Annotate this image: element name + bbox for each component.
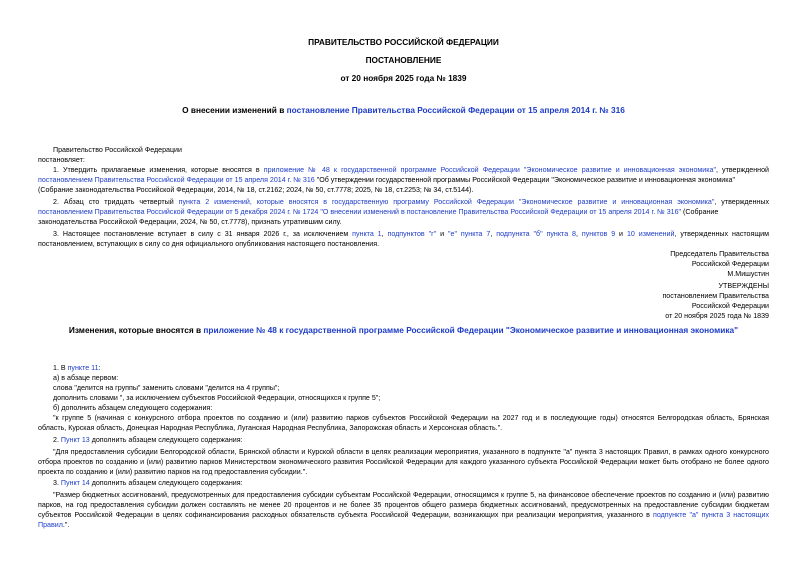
paragraph-1-line-2 — [38, 176, 735, 186]
approved-label: УТВЕРЖДЕНЫ — [718, 282, 769, 290]
separator: и — [436, 230, 448, 238]
change-1a-1: слова "делится на группы" заменить словами "делится на 4 группы"; — [53, 384, 280, 392]
separator: , — [381, 230, 388, 238]
subitem-e-item-7-link[interactable]: "е" пункта 7 — [448, 230, 491, 238]
subitem-b-item-8-link[interactable]: подпункта "б" пункта 8 — [496, 230, 577, 238]
document-date-number: от 20 ноября 2025 года № 1839 — [340, 73, 467, 83]
signature-position: Председатель Правительства — [670, 250, 769, 258]
item-9-link[interactable]: пунктов 9 — [581, 230, 616, 238]
appendix-48-link[interactable]: приложение № 48 к государственной программе Российской Федерации "Экономическое развитие и инновационная экономика" — [263, 166, 716, 174]
change-1-heading — [53, 364, 101, 374]
change-3-heading — [53, 479, 243, 489]
change-1-suffix: : — [98, 364, 101, 372]
changes-title-prefix: Изменения, которые вносятся в — [68, 325, 204, 335]
item-14-link[interactable]: Пункт 14 — [60, 479, 90, 487]
change-1-quote: "к группе 5 (начиная с конкурсного отбора проектов по созданию и (или) развитию парков субъектов Российской Федерации на 2027 год и в последующие годы) относятся Белгородская область, Брянская — [53, 414, 769, 422]
change-2-quote-2: отбора проектов по созданию и (или) развитию парков Министерством экономического развития Российской Федерации для каждого указанного субъекта Российской Федерации может быть отобрано не более одного — [38, 458, 769, 466]
change-2-prefix: 2. — [53, 436, 61, 444]
separator: , — [576, 230, 582, 238]
paragraph-1-line-3: (Собрание законодательства Российской Федерации, 2014, № 18, ст.2162; 2024, № 50, ст.7778; 2025, № 18, ст.2253; № 34, ст.5144). — [38, 186, 474, 194]
change-2-quote-1: "Для предоставления субсидии Белгородской области, Брянской области и Курской области в целях реализации мероприятия, указанного в подпункте "а" пункта 3 настоящих Правил, в рамках одного конкурсного — [53, 448, 769, 456]
change-3-quote-1: "Размер бюджетных ассигнований, предусмотренных для предоставления субсидии субъектам Российской Федерации, относящимся к группе 5, на финансовое обеспечение проектов по созданию и (или) развитию — [53, 491, 769, 499]
change-1a: а) в абзаце первом: — [53, 374, 119, 382]
intro-resolves: постановляет: — [38, 156, 85, 164]
paragraph-2-line-3: законодательства Российской Федерации, 2024, № 50, ст.7778), признать утратившим силу. — [38, 218, 342, 226]
document-title-prefix: О внесении изменений в — [182, 105, 287, 115]
signature-name: М.Мишустин — [727, 270, 769, 278]
paragraph-3-text-2: , утвержденных настоящим — [674, 230, 770, 238]
change-2-heading — [53, 436, 243, 446]
paragraph-2-text-2: , утвержденных — [714, 198, 769, 206]
paragraph-2-line-2 — [38, 208, 718, 218]
change-1-quote-2: область, Курская область, Донецкая Народная Республика, Луганская Народная Республика, Запорожская область и Херсонская область.". — [38, 424, 503, 432]
document-title-link[interactable]: постановление Правительства Российской Федерации от 15 апреля 2014 г. № 316 — [286, 105, 625, 115]
changes-title-link[interactable]: приложение № 48 к государственной программе Российской Федерации "Экономическое развитие и инновационная экономика" — [203, 325, 739, 335]
paragraph-3-text: 3. Настоящее постановление вступает в силу с 31 января 2026 г., за исключением — [53, 230, 353, 238]
paragraph-2-text-3: (Собрание — [681, 208, 719, 216]
change-3-quote-end: .". — [62, 521, 70, 529]
document-type: ПОСТАНОВЛЕНИЕ — [365, 55, 442, 65]
change-1a-2: дополнить словами ", за исключением субъектов Российской Федерации, относящихся к группе 5"; — [53, 394, 381, 402]
item-13-link[interactable]: Пункт 13 — [60, 436, 90, 444]
change-3-suffix: дополнить абзацем следующего содержания: — [89, 479, 243, 487]
paragraph-1-line-1 — [53, 166, 769, 176]
government-name: ПРАВИТЕЛЬСТВО РОССИЙСКОЙ ФЕДЕРАЦИИ — [308, 37, 499, 47]
approved-country: Российской Федерации — [691, 302, 769, 310]
rules-link[interactable]: Правил — [38, 521, 63, 529]
change-3-quote-4 — [38, 521, 69, 531]
change-2-suffix: дополнить абзацем следующего содержания: — [89, 436, 243, 444]
item-11-link[interactable]: пункте 11 — [67, 364, 99, 372]
approved-by: постановлением Правительства — [662, 292, 769, 300]
separator: и — [615, 230, 627, 238]
change-2-quote-3: проекта по созданию и (или) развитию парков на год предоставления субсидии.". — [38, 468, 308, 476]
subitem-a-item-3-link[interactable]: подпункте "а" пункта 3 настоящих — [652, 511, 769, 519]
change-3-quote-3 — [38, 511, 769, 521]
subitem-g-link[interactable]: подпунктов "г" — [387, 230, 437, 238]
change-1-prefix: 1. В — [53, 364, 68, 372]
change-3-quote-3-text: субъектов Российской Федерации в целях софинансирования расходных обязательств субъекта Российской Федерации, возникающих при реализации мероприятия, указанного в — [38, 511, 653, 519]
intro-government: Правительство Российской Федерации — [53, 146, 182, 154]
approved-date: от 20 ноября 2025 года № 1839 — [665, 312, 769, 320]
paragraph-1-text: 1. Утвердить прилагаемые изменения, которые вносятся в — [53, 166, 264, 174]
resolution-316-link[interactable]: постановлением Правительства Российской Федерации от 15 апреля 2014 г. № 316 — [38, 176, 315, 184]
document-title — [0, 106, 807, 116]
item-1-link[interactable]: пункта 1 — [352, 230, 382, 238]
changes-title — [0, 326, 807, 336]
change-3-quote-2: парков, на год предоставления субсидии должен составлять не менее 20 процентов и не более 35 процентов общего размера бюджетных ассигнований, предусмотренных на предоставление субсидии бюджетам — [38, 501, 769, 509]
paragraph-3-line-1 — [53, 230, 769, 240]
change-1b: б) дополнить абзацем следующего содержания: — [53, 404, 213, 412]
paragraph-2-text: 2. Абзац сто тридцать четвертый — [53, 198, 179, 206]
resolution-1724-link[interactable]: постановлением Правительства Российской Федерации от 5 декабря 2024 г. № 1724 "О внесении изменений в постановление Правительства Российской Федерации от 15 апреля 2014 г. № 316" — [38, 208, 682, 216]
paragraph-2-line-1 — [53, 198, 769, 208]
paragraph-1-text-3: "Об утверждении государственной программы Российской Федерации "Экономическое развитие и инновационная экономика" — [314, 176, 735, 184]
signature-country: Российской Федерации — [691, 260, 769, 268]
item-10-changes-link[interactable]: 10 изменений — [626, 230, 675, 238]
change-3-prefix: 3. — [53, 479, 61, 487]
item-2-changes-link[interactable]: пункта 2 изменений, которые вносятся в государственную программу Российской Федерации "Экономическое развитие и инновационная экономика" — [178, 198, 715, 206]
paragraph-1-text-2: , утвержденной — [715, 166, 769, 174]
separator: , — [490, 230, 497, 238]
paragraph-3-line-2: постановлением, вступающих в силу со дня официального опубликования настоящего постановления. — [38, 240, 380, 248]
